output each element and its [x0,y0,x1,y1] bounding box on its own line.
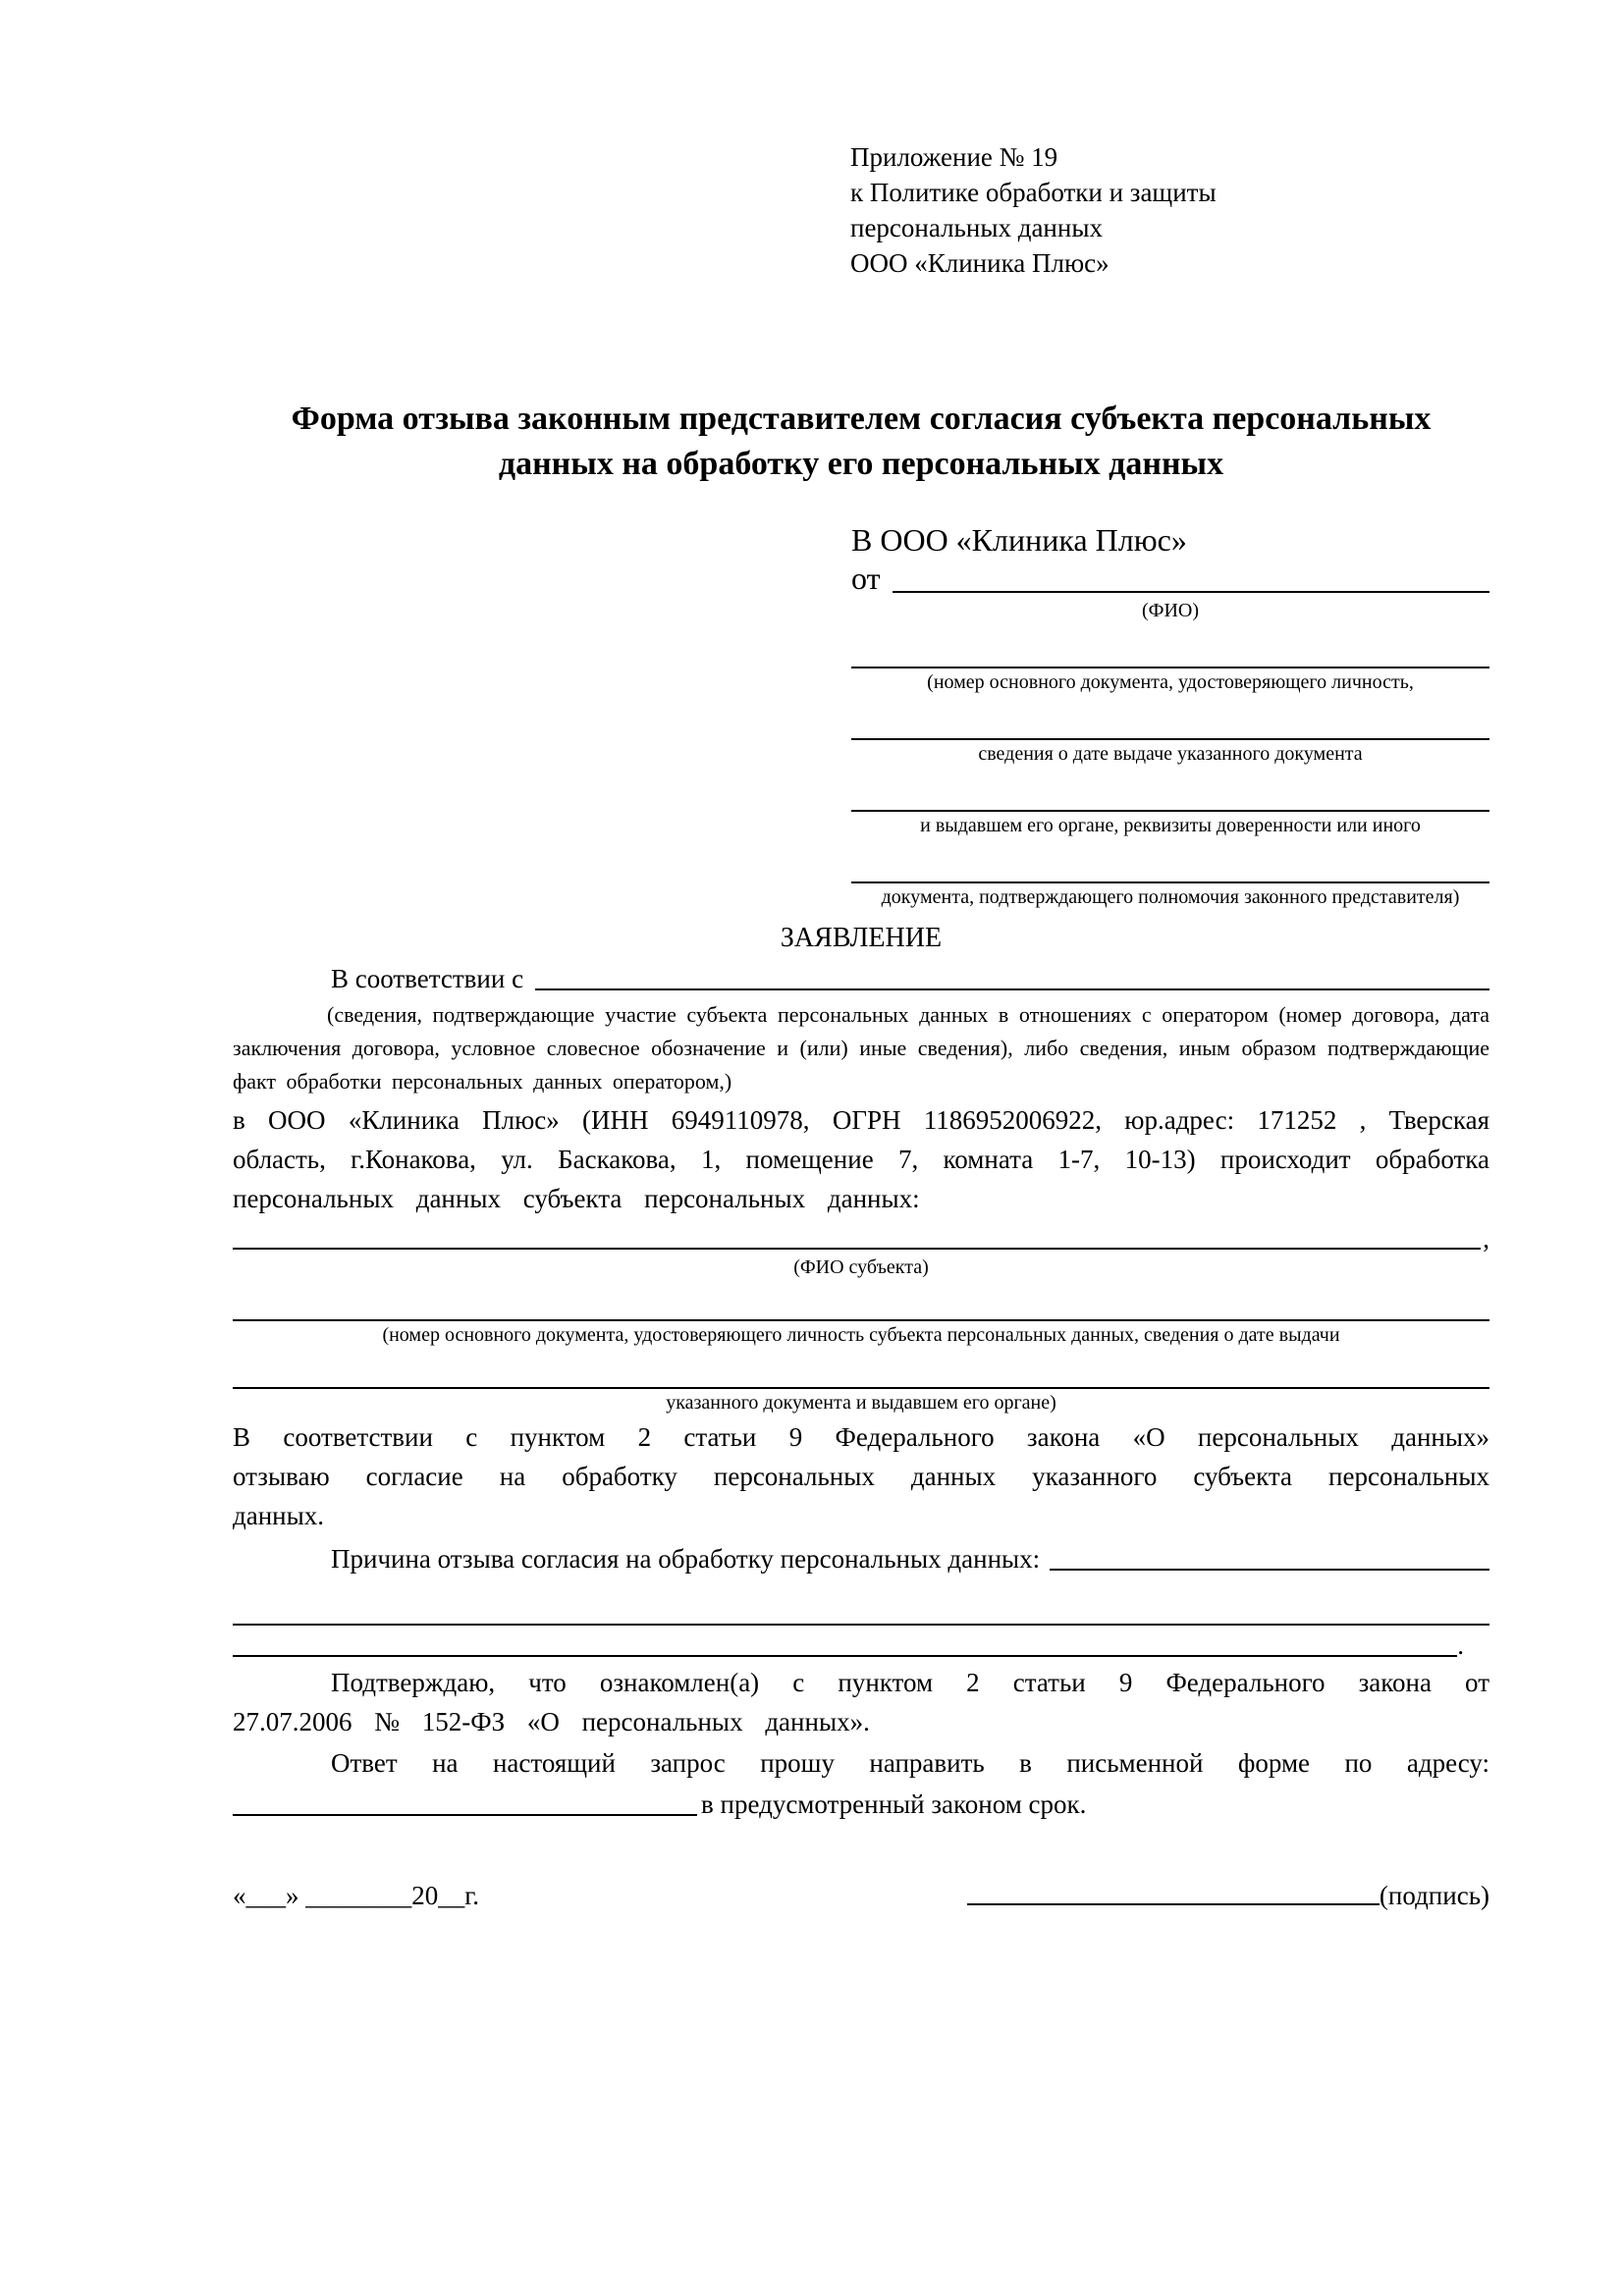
basis-label: В соответствии с [331,964,524,993]
basis-blank-field[interactable] [535,988,1489,990]
appendix-header-line: Приложение № 19 [850,142,1058,172]
appendix-header [850,139,1489,281]
reason-blank-field[interactable] [1050,1569,1489,1571]
signature-caption: (подпись) [1379,1881,1489,1910]
issue-date-blank-field[interactable] [851,695,1489,740]
reason-end-row [233,1626,1489,1661]
operator-paragraph: в ООО «Клиника Плюс» (ИНН 6949110978, ОГРН 1186952006922, юр.адрес: 171252 , Тверская область, г.Конакова, ул. Баскакова, 1, помещение 7, комната 1-7, 10-13) происходит обработка персональных данных субъекта персональных данных: [233,1105,1489,1213]
addressee-block [851,518,1489,910]
signature-group [967,1881,1489,1911]
appendix-header-line: персональных данных [850,213,1103,242]
subject-fio-suffix: , [1483,1224,1489,1254]
reply-address-blank-field[interactable] [233,1814,697,1816]
id-doc-caption: (номер основного документа, удостоверяющего личность, [927,671,1414,693]
basis-row [233,957,1489,994]
issuer-caption: и выдавшем его органе, реквизиты доверенности или иного [920,815,1421,836]
id-doc-blank-field[interactable] [851,623,1489,668]
reason-row [233,1535,1489,1575]
from-row [851,561,1489,597]
footer-row [233,1881,1489,1911]
authority-doc-blank-field[interactable] [851,838,1489,883]
statement-heading: ЗАЯВЛЕНИЕ [780,923,943,953]
subject-doc-blank-field[interactable] [233,1280,1489,1321]
from-label: от [851,561,881,596]
withdraw-paragraph: В соответствии с пунктом 2 статьи 9 Федерального закона «О персональных данных» отзываю согласие на обработку персональных данных указанного субъекта персональных данных. [233,1422,1489,1530]
subject-fio-blank-field[interactable] [233,1248,1481,1250]
subject-fio-row [233,1224,1489,1254]
document-title: Форма отзыва законным представителем согласия субъекта персональных данных на обработку его персональных данных [291,400,1432,482]
issue-date-caption: сведения о дате выдаче указанного документа [978,743,1363,765]
signature-blank-field[interactable] [967,1903,1380,1905]
date-blank-field[interactable]: «___» ________20__г. [233,1881,480,1910]
issuer-blank-field[interactable] [851,767,1489,812]
fio-blank-field[interactable] [893,591,1489,593]
reply-address-row [233,1783,1489,1820]
reason-blank-line-3[interactable] [233,1655,1457,1657]
confirm-paragraph: Подтверждаю, что ознакомлен(а) с пунктом 2 статьи 9 Федерального закона от 27.07.2006 № 152-ФЗ «О персональных данных». [233,1668,1489,1736]
subject-issuer-caption: указанного документа и выдавшем его органе) [666,1392,1056,1414]
fio-caption: (ФИО) [1141,600,1199,621]
reply-request-line: Ответ на настоящий запрос прошу направить в письменной форме по адресу: [331,1748,1489,1778]
basis-note: (сведения, подтверждающие участие субъекта персональных данных в отношениях с оператором (номер договора, дата заключения договора, условное словесное обозначение и (или) иные сведения), либо сведения, иным образом подтверждающие факт обработки персональных данных оператором,) [233,1002,1489,1094]
subject-issuer-blank-field[interactable] [233,1348,1489,1389]
reply-suffix: в предусмотренный законом срок. [701,1789,1087,1819]
reason-end-suffix: . [1457,1630,1464,1660]
addressee-org: В ООО «Клиника Плюс» [851,522,1187,558]
appendix-header-line: к Политике обработки и защиты [850,178,1217,207]
subject-doc-caption: (номер основного документа, удостоверяющего личность субъекта персональных данных, сведения о дате выдачи [382,1324,1340,1346]
appendix-header-line: ООО «Клиника Плюс» [850,248,1110,278]
reason-label: Причина отзыва согласия на обработку персональных данных: [331,1544,1041,1574]
authority-doc-caption: документа, подтверждающего полномочия законного представителя) [881,886,1460,908]
reason-blank-line-2[interactable] [233,1598,1489,1626]
subject-fio-caption: (ФИО субъекта) [793,1256,929,1278]
